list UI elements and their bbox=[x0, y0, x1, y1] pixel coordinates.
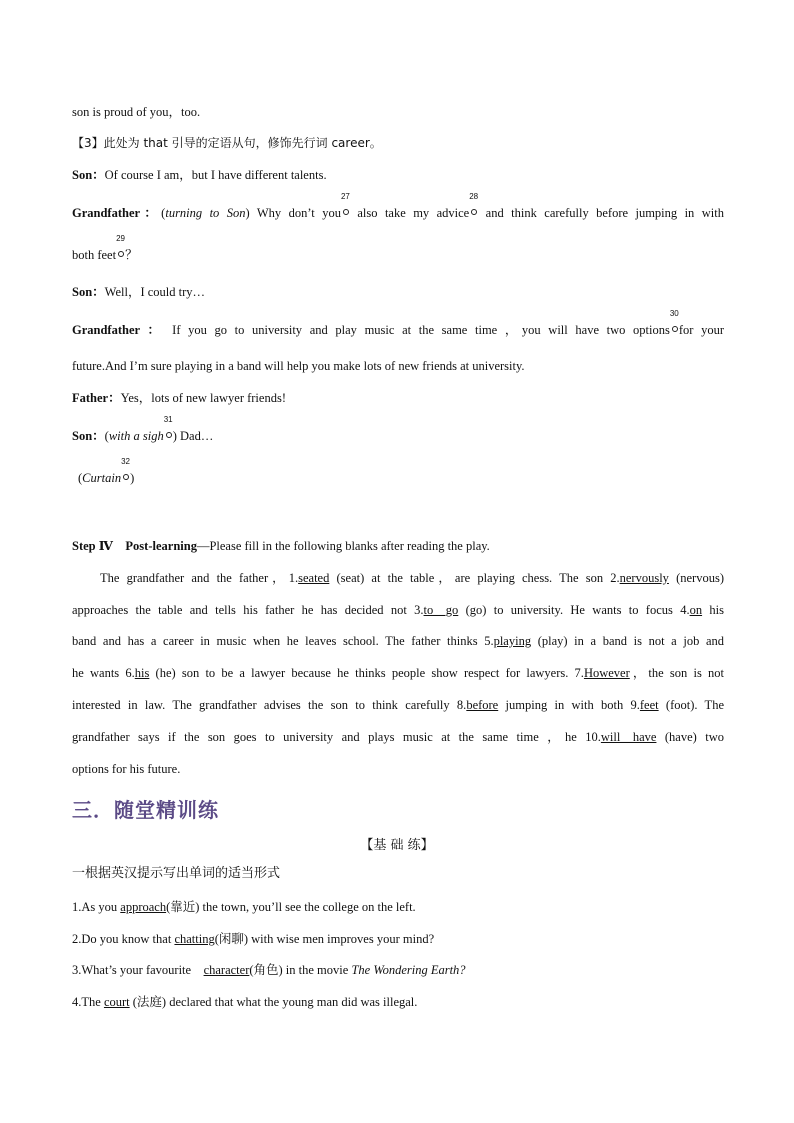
dialogue-continuation: son is proud of you，too. bbox=[72, 105, 201, 119]
exercise-text: (法庭) declared that what the young man did was illegal. bbox=[129, 995, 418, 1009]
practice-subheading: 【基 础 练】 bbox=[360, 838, 434, 853]
exercise-text: 3.What’s your favourite bbox=[72, 963, 204, 977]
passage-text: band and has a career in music when he leaves school. The father thinks 5. bbox=[72, 634, 494, 648]
passage-line bbox=[72, 729, 724, 745]
exercise-text: 2.Do you know that bbox=[72, 932, 175, 946]
dialogue-line-son-2: Son：Well，I could try… bbox=[72, 285, 206, 299]
passage-text: (go) to university. He wants to focus 4. bbox=[458, 603, 690, 617]
passage-text: (have) two bbox=[656, 730, 724, 744]
passage-line bbox=[72, 761, 724, 777]
answer-word: chatting bbox=[174, 932, 215, 946]
answer-blank: However bbox=[583, 666, 630, 680]
dialogue-line-father-1: Father：Yes，lots of new lawyer friends! bbox=[72, 391, 286, 405]
annotation-note: 【3】此处为 that 引导的定语从句，修饰先行词 career。 bbox=[72, 136, 382, 150]
footnote-marker-28: 28 bbox=[470, 207, 478, 215]
passage-text: approaches the table and tells his father he has decided not 3. bbox=[72, 603, 424, 617]
dialogue-line-grandfather-1-cont: both feet 29 ？ bbox=[72, 234, 138, 262]
speaker-grandfather: Grandfather ： bbox=[72, 323, 165, 337]
stage-direction-curtain: (Curtain 32 ) bbox=[78, 457, 135, 485]
answer-word: approach bbox=[120, 900, 167, 914]
passage-line bbox=[72, 633, 724, 649]
footnote-marker-31: 31 bbox=[165, 430, 173, 438]
exercise-item bbox=[72, 962, 724, 978]
passage-text: (he) son to be a lawyer because he thinks people show respect for lawyers. 7. bbox=[149, 666, 584, 680]
speaker-father: Father： bbox=[72, 391, 121, 405]
passage-line bbox=[72, 697, 724, 713]
speaker-grandfather: Grandfather： bbox=[72, 206, 162, 220]
answer-blank: feet bbox=[639, 698, 659, 712]
answer-blank: seated bbox=[298, 571, 330, 585]
answer-word: court bbox=[103, 995, 130, 1009]
passage-text: his bbox=[702, 603, 724, 617]
passage-text: jumping in with both 9. bbox=[498, 698, 640, 712]
passage-text: ，the son is not bbox=[629, 666, 724, 680]
passage-text: (nervous) bbox=[668, 571, 724, 585]
step4-heading: Step Ⅳ Post-learning—Please fill in the following blanks after reading the play. bbox=[72, 539, 490, 553]
speaker-son: Son： bbox=[72, 285, 105, 299]
footnote-marker-29: 29 bbox=[117, 249, 125, 257]
answer-word: character bbox=[203, 963, 250, 977]
exercise-instructions: 一根据英汉提示写出单词的适当形式 bbox=[72, 866, 281, 881]
answer-blank: playing bbox=[493, 634, 532, 648]
section-title: 三．随堂精训练 bbox=[72, 798, 219, 822]
answer-blank: to__go bbox=[423, 603, 459, 617]
passage-text: (play) in a band is not a job and bbox=[531, 634, 725, 648]
exercise-text: 1.As you bbox=[72, 900, 121, 914]
passage-text: options for his future. bbox=[72, 762, 181, 776]
footnote-marker-30: 30 bbox=[671, 324, 679, 332]
exercise-item bbox=[72, 931, 724, 947]
passage-text: (seat) at the table，are playing chess. The son 2. bbox=[329, 571, 620, 585]
dialogue-line-grandfather-2-cont: future.And I’m sure playing in a band will help you make lots of new friends at university. bbox=[72, 359, 525, 373]
movie-title: The Wondering Earth? bbox=[351, 963, 466, 977]
passage-line bbox=[100, 570, 724, 586]
answer-blank: before bbox=[466, 698, 499, 712]
exercise-item bbox=[72, 994, 724, 1010]
exercise-text: 4.The bbox=[72, 995, 104, 1009]
passage-line bbox=[72, 602, 724, 618]
exercise-text: (角色) in the movie bbox=[249, 963, 352, 977]
passage-text: he wants 6. bbox=[72, 666, 135, 680]
exercise-text: (闲聊) with wise men improves your mind? bbox=[214, 932, 435, 946]
speaker-son: Son： bbox=[72, 429, 105, 443]
exercise-item bbox=[72, 899, 724, 915]
answer-blank: his bbox=[134, 666, 150, 680]
passage-line bbox=[72, 665, 724, 681]
passage-text: The grandfather and the father，1. bbox=[100, 571, 299, 585]
dialogue-line-grandfather-1: Grandfather：(turning to Son) Why don’t you 27 also take my advice 28 and think carefully before jumping in with bbox=[72, 192, 724, 220]
passage-text: (foot). The bbox=[658, 698, 724, 712]
dialogue-line-son-3: Son：(with a sigh 31 ) Dad… bbox=[72, 415, 214, 443]
footnote-marker-27: 27 bbox=[342, 207, 350, 215]
answer-blank: nervously bbox=[619, 571, 669, 585]
passage-text: interested in law. The grandfather advises the son to think carefully 8. bbox=[72, 698, 467, 712]
dialogue-line-son-1: Son：Of course I am，but I have different talents. bbox=[72, 168, 327, 182]
passage-text: grandfather says if the son goes to university and plays music at the same time ，he 10. bbox=[72, 730, 601, 744]
answer-blank: on bbox=[689, 603, 703, 617]
footnote-marker-32: 32 bbox=[122, 472, 130, 480]
dialogue-line-grandfather-2: Grandfather ： If you go to university and play music at the same time ，you will have two options 30 for your bbox=[72, 309, 724, 337]
answer-blank: will__have bbox=[600, 730, 657, 744]
speaker-son: Son： bbox=[72, 168, 105, 182]
exercise-text: (靠近) the town, you’ll see the college on the left. bbox=[166, 900, 416, 914]
